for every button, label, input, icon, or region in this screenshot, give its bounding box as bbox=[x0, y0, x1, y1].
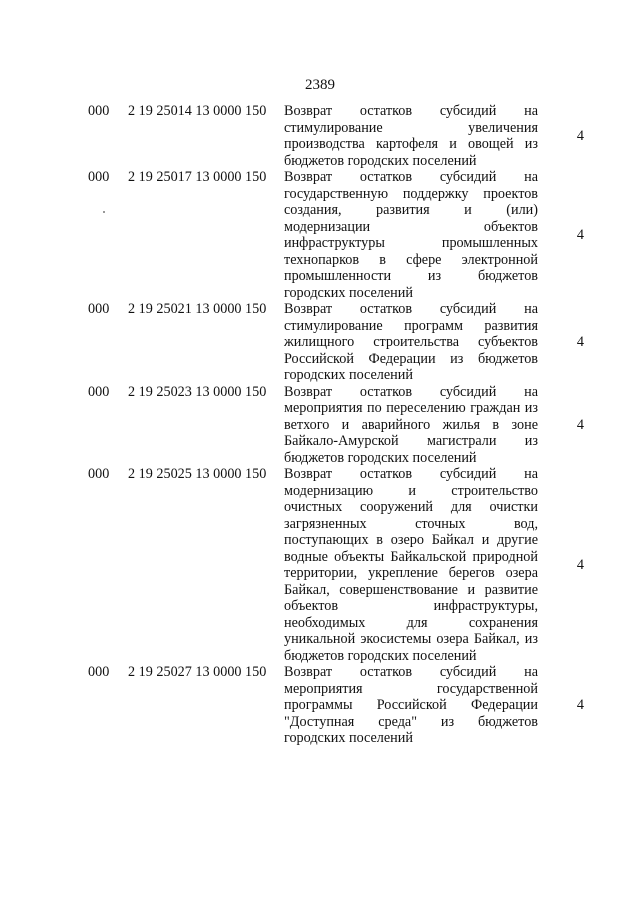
income-name-line: "Доступная среда" из бюджетов bbox=[284, 713, 538, 730]
budget-code-cell: 2 19 25025 13 0000 150 bbox=[128, 466, 267, 482]
admin-code-cell: 000 bbox=[88, 301, 110, 317]
budget-code-cell: 2 19 25023 13 0000 150 bbox=[128, 383, 267, 400]
income-name-line: стимулирование увеличения bbox=[284, 119, 538, 136]
income-name-line: ветхого и аварийного жилья в зоне bbox=[284, 416, 538, 433]
income-name-cell bbox=[284, 169, 538, 301]
income-name-line: городских поселений bbox=[284, 730, 413, 746]
income-name-line: поступающих в озеро Байкал и другие bbox=[284, 532, 538, 548]
income-name-line: Возврат остатков субсидий на bbox=[284, 103, 538, 119]
income-name-line: технопарков в сфере электронной bbox=[284, 251, 538, 268]
page-number: 2389 bbox=[305, 77, 335, 93]
income-name-line: модернизацию и строительство bbox=[284, 482, 538, 499]
income-name-line: стимулирование программ развития bbox=[284, 317, 538, 334]
admin-code-cell: 000 bbox=[88, 664, 110, 680]
income-name-cell bbox=[284, 466, 538, 664]
table-row bbox=[88, 384, 584, 467]
income-name-line: территории, укрепление берегов озера bbox=[284, 565, 538, 581]
income-name-line: городских поселений bbox=[284, 284, 413, 301]
income-name-line: мероприятия по переселению граждан из bbox=[284, 400, 538, 416]
income-name-cell bbox=[284, 103, 538, 169]
income-name-line: жилищного строительства субъектов bbox=[284, 334, 538, 350]
income-name-cell bbox=[284, 301, 538, 384]
income-name-line: Возврат остатков субсидий на bbox=[284, 383, 538, 400]
income-name-line: Возврат остатков субсидий на bbox=[284, 664, 538, 680]
value-cell: 4 bbox=[576, 226, 584, 243]
table-body bbox=[88, 103, 584, 747]
value-cell: 4 bbox=[576, 127, 584, 144]
admin-code-cell: 000 bbox=[88, 169, 110, 185]
income-name-line: инфраструктуры промышленных bbox=[284, 235, 538, 251]
value-cell: 4 bbox=[576, 334, 584, 350]
income-name-line: производства картофеля и овощей из bbox=[284, 136, 538, 152]
income-name-line: бюджетов городских поселений bbox=[284, 449, 477, 466]
income-name-line: программы Российской Федерации bbox=[284, 697, 538, 713]
income-name-line: Российской Федерации из бюджетов bbox=[284, 350, 538, 367]
budget-codes-table bbox=[88, 103, 584, 747]
table-row bbox=[88, 169, 584, 301]
income-name-line: городских поселений bbox=[284, 367, 413, 383]
income-name-line: Возврат остатков субсидий на bbox=[284, 169, 538, 185]
table-row bbox=[88, 103, 584, 169]
income-name-line: Возврат остатков субсидий на bbox=[284, 466, 538, 482]
income-name-cell bbox=[284, 664, 538, 747]
table-row bbox=[88, 301, 584, 384]
admin-code-cell: 000 bbox=[88, 383, 110, 400]
income-name-line: очистных сооружений для очистки bbox=[284, 499, 538, 515]
table-row bbox=[88, 664, 584, 747]
income-name-line: уникальной экосистемы озера Байкал, из bbox=[284, 631, 538, 647]
income-name-line: объектов инфраструктуры, bbox=[284, 598, 538, 614]
income-name-line: модернизации объектов bbox=[284, 218, 538, 235]
income-name-line: водные объекты Байкальской природной bbox=[284, 548, 538, 565]
income-name-line: государственную поддержку проектов bbox=[284, 185, 538, 202]
budget-code-cell: 2 19 25021 13 0000 150 bbox=[128, 301, 267, 317]
value-cell: 4 bbox=[576, 697, 584, 713]
admin-code-cell: 000 bbox=[88, 466, 110, 482]
budget-code-cell: 2 19 25017 13 0000 150 bbox=[128, 169, 267, 185]
income-name-line: бюджетов городских поселений bbox=[284, 152, 477, 169]
income-name-line: мероприятия государственной bbox=[284, 680, 538, 697]
income-name-line: создания, развития и (или) bbox=[284, 202, 538, 218]
income-name-line: загрязненных сточных вод, bbox=[284, 515, 538, 532]
income-name-line: необходимых для сохранения bbox=[284, 614, 538, 631]
income-name-line: бюджетов городских поселений bbox=[284, 647, 477, 664]
income-name-line: промышленности из бюджетов bbox=[284, 268, 538, 284]
income-name-line: Возврат остатков субсидий на bbox=[284, 301, 538, 317]
budget-code-cell: 2 19 25027 13 0000 150 bbox=[128, 664, 267, 680]
table-row bbox=[88, 466, 584, 664]
budget-code-cell: 2 19 25014 13 0000 150 bbox=[128, 103, 267, 119]
income-name-line: Байкал, совершенствование и развитие bbox=[284, 581, 538, 598]
value-cell: 4 bbox=[576, 556, 584, 573]
value-cell: 4 bbox=[576, 416, 584, 433]
admin-code-cell: 000 bbox=[88, 103, 110, 119]
income-name-cell bbox=[284, 384, 538, 467]
income-name-line: Байкало-Амурской магистрали из bbox=[284, 433, 538, 449]
